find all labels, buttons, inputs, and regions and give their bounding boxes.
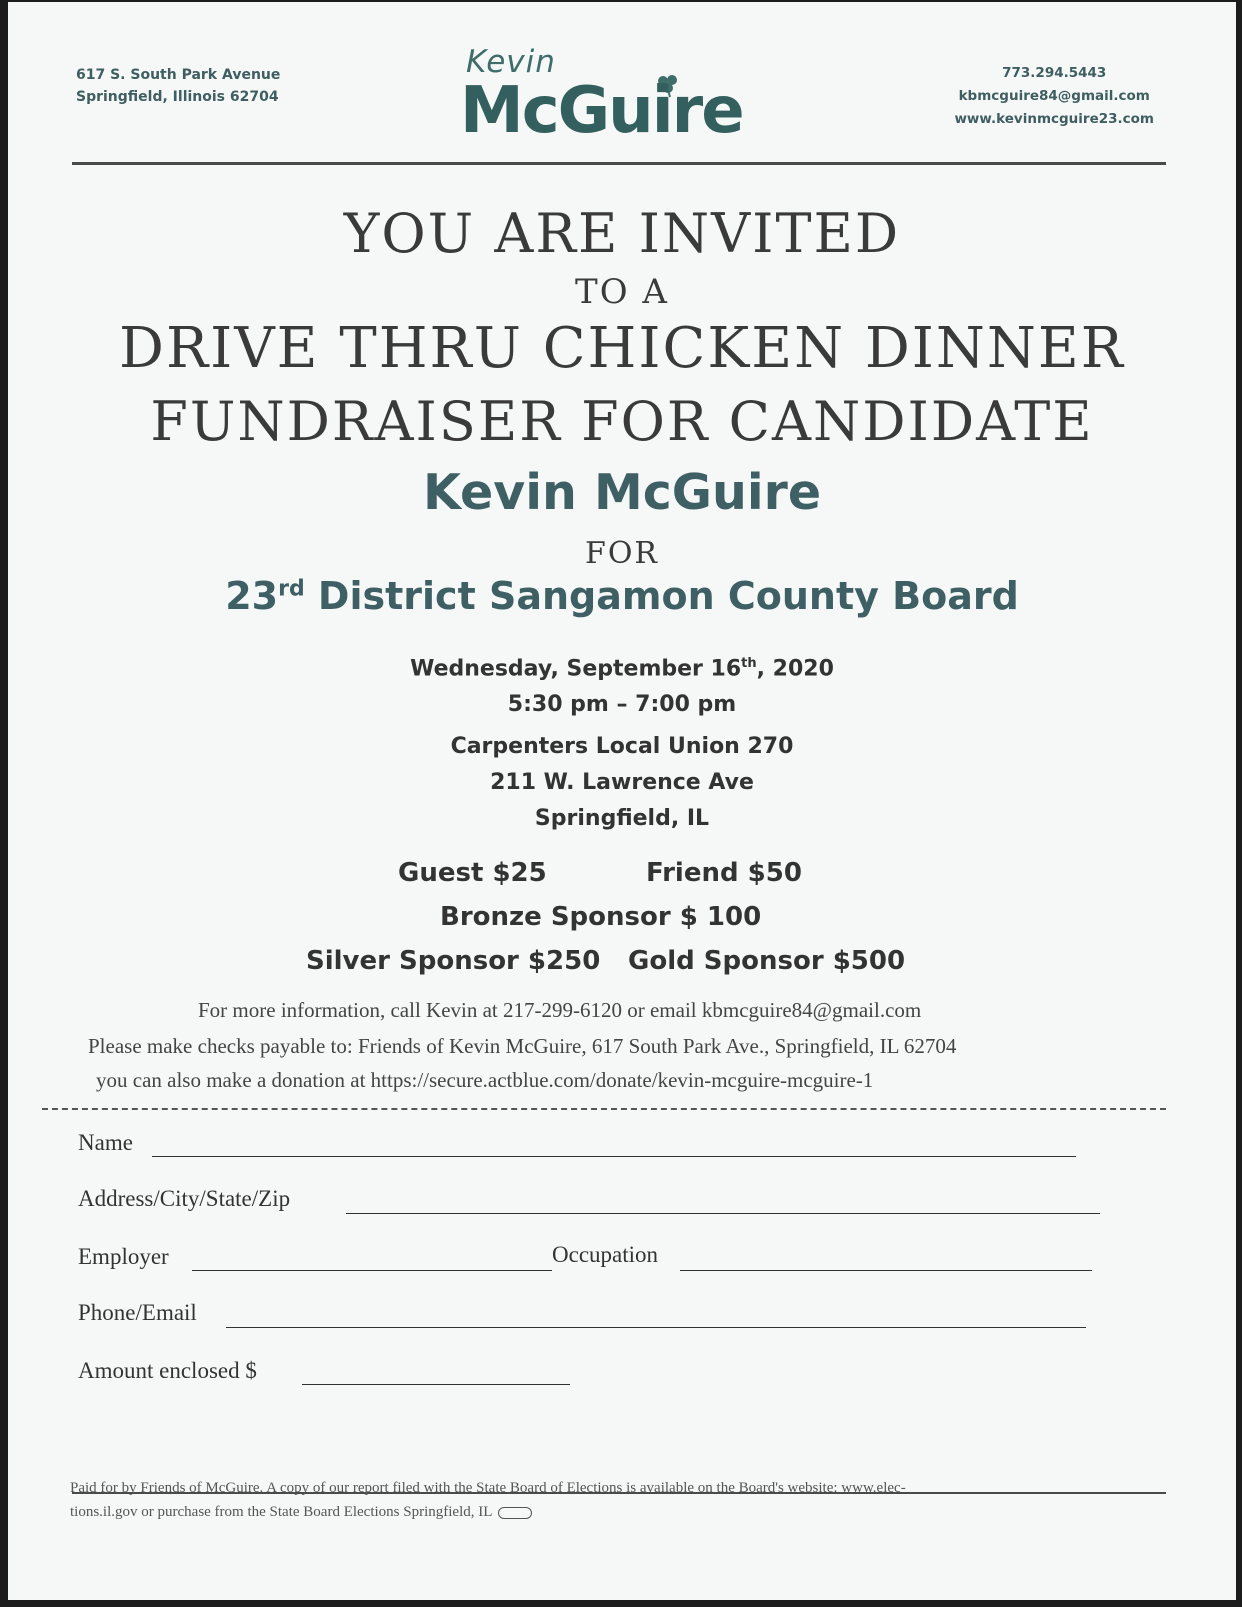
date-ordinal: th xyxy=(741,656,757,671)
address-line-2: Springfield, Illinois 62704 xyxy=(76,89,279,105)
contact-website: www.kevinmcguire23.com xyxy=(954,111,1154,127)
name-field[interactable] xyxy=(152,1156,1076,1157)
amount-label: Amount enclosed $ xyxy=(78,1358,257,1383)
mcguire-logo xyxy=(460,44,770,149)
occupation-label: Occupation xyxy=(552,1242,659,1267)
invite-line-2: TO A xyxy=(575,272,669,312)
name-label: Name xyxy=(78,1130,133,1155)
event-city: Springfield, IL xyxy=(534,806,710,831)
tier-gold: Gold Sponsor $500 xyxy=(628,946,906,976)
tier-bronze: Bronze Sponsor $ 100 xyxy=(440,902,762,932)
disclaimer-line-2 xyxy=(70,1500,1150,1524)
employer-label: Employer xyxy=(78,1244,169,1269)
invite-line-4: FUNDRAISER FOR CANDIDATE xyxy=(150,390,1094,453)
logo-first-name: Kevin xyxy=(466,44,556,80)
employer-field[interactable] xyxy=(192,1270,552,1271)
disclaimer-line-1: Paid for by Friends of McGuire. A copy of our report filed with the State Board of Elections is available on the Board's website: www.elec- xyxy=(70,1480,906,1496)
contact-email: kbmcguire84@gmail.com xyxy=(958,88,1150,104)
tier-silver: Silver Sponsor $250 xyxy=(306,946,601,976)
district-suffix: rd xyxy=(278,576,305,602)
logo-last-name: McGuire xyxy=(460,74,743,148)
candidate-name: Kevin McGuire xyxy=(422,464,822,521)
invite-line-1: YOU ARE INVITED xyxy=(343,202,901,265)
occupation-field[interactable] xyxy=(680,1270,1092,1271)
address-line-1: 617 S. South Park Avenue xyxy=(76,67,281,83)
event-venue: Carpenters Local Union 270 xyxy=(450,734,794,759)
event-time: 5:30 pm – 7:00 pm xyxy=(507,692,737,717)
date-main: Wednesday, September 16 xyxy=(410,656,742,682)
phone-email-field[interactable] xyxy=(226,1327,1086,1328)
district-name: District Sangamon County Board xyxy=(304,574,1019,618)
address-field[interactable] xyxy=(346,1213,1100,1214)
letterhead-contact xyxy=(954,62,1154,131)
donate-note: you can also make a donation at https://secure.actblue.com/donate/kevin-mcguire-mcguire-1 xyxy=(96,1068,874,1092)
invite-line-3: DRIVE THRU CHICKEN DINNER xyxy=(119,316,1125,381)
date-year: , 2020 xyxy=(756,656,834,682)
contact-phone: 773.294.5443 xyxy=(1002,65,1107,81)
letterhead-address xyxy=(76,64,280,108)
district-title xyxy=(8,574,1236,618)
tier-guest: Guest $25 xyxy=(398,858,547,888)
union-bug-icon xyxy=(498,1507,532,1519)
info-note: For more information, call Kevin at 217-299-6120 or email kbmcguire84@gmail.com xyxy=(198,998,922,1022)
event-date xyxy=(8,656,1236,681)
cut-line xyxy=(42,1108,1166,1110)
event-street: 211 W. Lawrence Ave xyxy=(490,770,754,795)
tier-friend: Friend $50 xyxy=(646,858,802,888)
phone-email-label: Phone/Email xyxy=(78,1300,197,1325)
disclaimer-text-2: tions.il.gov or purchase from the State Board Elections Springfield, IL xyxy=(70,1504,493,1520)
amount-field[interactable] xyxy=(302,1384,570,1385)
district-number: 23 xyxy=(225,574,279,618)
address-label: Address/City/State/Zip xyxy=(78,1186,291,1211)
checks-note: Please make checks payable to: Friends of Kevin McGuire, 617 South Park Ave., Springfield, IL 62704 xyxy=(88,1034,957,1058)
flyer-sheet xyxy=(8,2,1236,1600)
disclaimer xyxy=(70,1476,1150,1524)
header-divider xyxy=(72,162,1166,165)
invite-for: FOR xyxy=(585,536,659,571)
